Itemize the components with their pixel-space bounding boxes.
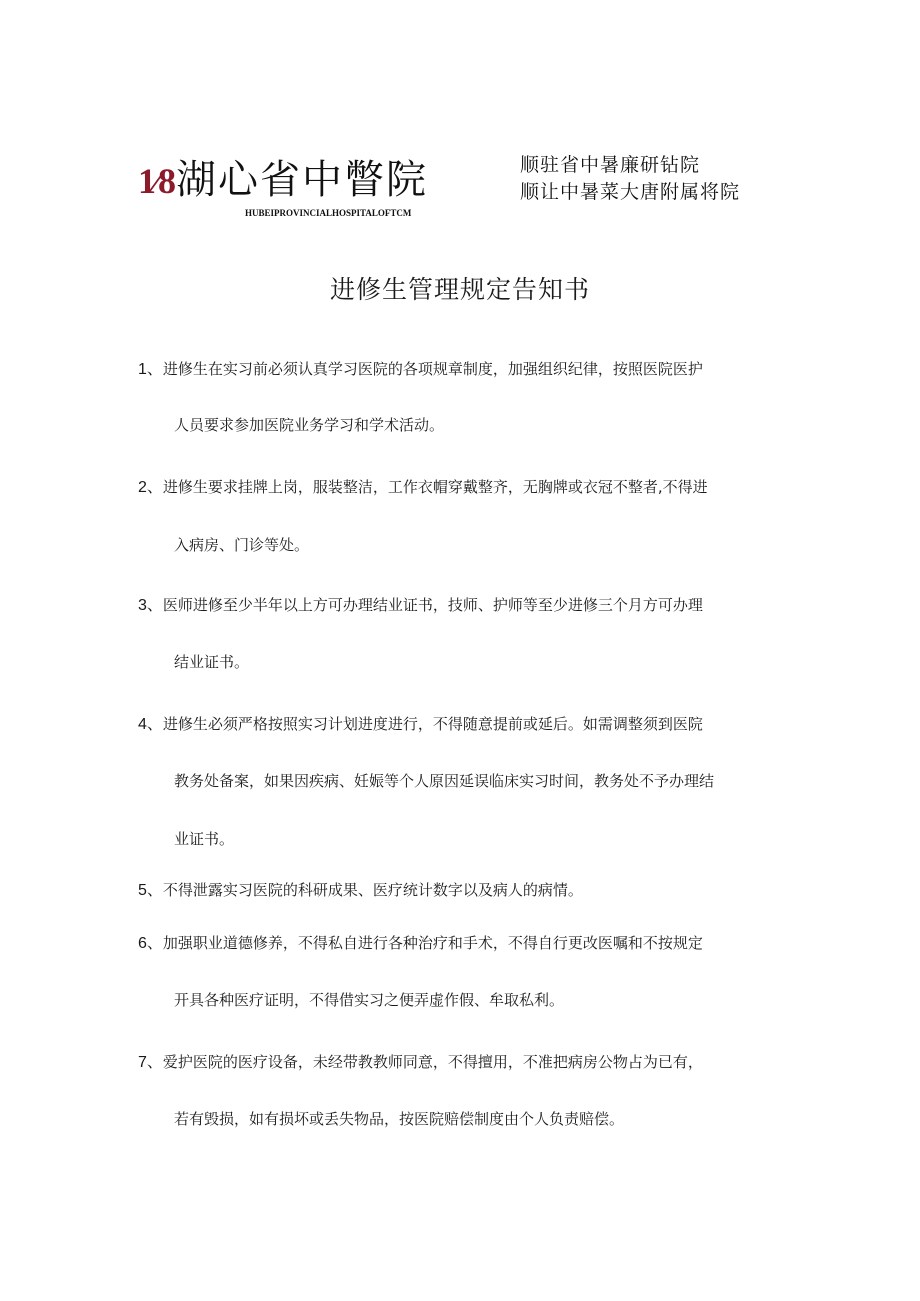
rule-text-line: 不得泄露实习医院的科研成果、医疗统计数字以及病人的病情。 (162, 881, 583, 899)
rule-number: 2、 (138, 479, 163, 496)
rule-item (138, 711, 788, 734)
rule-number: 7、 (138, 1054, 163, 1071)
document-title: 进修生管理规定告知书 (329, 275, 590, 304)
rule-text-line: 爱护医院的医疗设备，未经带教教师同意，不得擅用，不准把病房公物占为已有， (162, 1053, 703, 1071)
rule-item (138, 356, 788, 379)
affiliation-block (520, 152, 740, 206)
rule-item (138, 592, 788, 615)
rule-continuation: 若有毁损，如有损坏或丢失物品，按医院赔偿制度由个人负责赔偿。 (174, 1110, 625, 1128)
rule-item (138, 474, 788, 497)
rule-number: 5、 (138, 882, 163, 899)
hospital-logo (138, 148, 428, 205)
rule-item (138, 930, 788, 953)
rule-text-line: 进修生要求挂牌上岗，服装整洁，工作衣帽穿戴整齐，无胸牌或衣冠不整者,不得进 (162, 478, 708, 496)
rule-continuation: 结业证书。 (174, 653, 250, 671)
rule-number: 1、 (138, 361, 163, 378)
rule-continuation: 开具各种医疗证明，不得借实习之便弄虚作假、牟取私利。 (174, 991, 565, 1009)
rule-item (138, 1049, 788, 1072)
rule-continuation: 教务处备案，如果因疾病、妊娠等个人原因延误临床实习时间，教务处不予办理结 (174, 772, 715, 790)
affiliation-line-2: 顺让中暑菜大唐附属将院 (520, 181, 741, 203)
rule-number: 4、 (138, 716, 163, 733)
hospital-name: 湖心省中瞥院 (176, 157, 429, 203)
rule-item (138, 877, 788, 900)
rule-continuation: 人员要求参加医院业务学习和学术活动。 (174, 416, 445, 434)
rule-number: 3、 (138, 597, 163, 614)
affiliation-line-1: 顺驻省中暑廉研钻院 (520, 154, 701, 176)
rule-continuation: 入病房、门诊等处。 (174, 536, 310, 554)
hospital-english-name: HUBEIPROVINCIALHOSPITALOFTCM (245, 208, 412, 218)
rule-number: 6、 (138, 935, 163, 952)
rule-text-line: 进修生必须严格按照实习计划进度进行，不得随意提前或延后。如需调整须到医院 (162, 715, 703, 733)
rule-text-line: 医师进修至少半年以上方可办理结业证书，技师、护师等至少进修三个月方可办理 (162, 596, 703, 614)
rule-continuation: 业证书。 (174, 830, 235, 848)
logo-mark: 1⁄8 (138, 161, 175, 201)
rule-text-line: 加强职业道德修养，不得私自进行各种治疗和手术，不得自行更改医嘱和不按规定 (162, 934, 703, 952)
rule-text-line: 进修生在实习前必须认真学习医院的各项规章制度，加强组织纪律，按照医院医护 (162, 360, 703, 378)
